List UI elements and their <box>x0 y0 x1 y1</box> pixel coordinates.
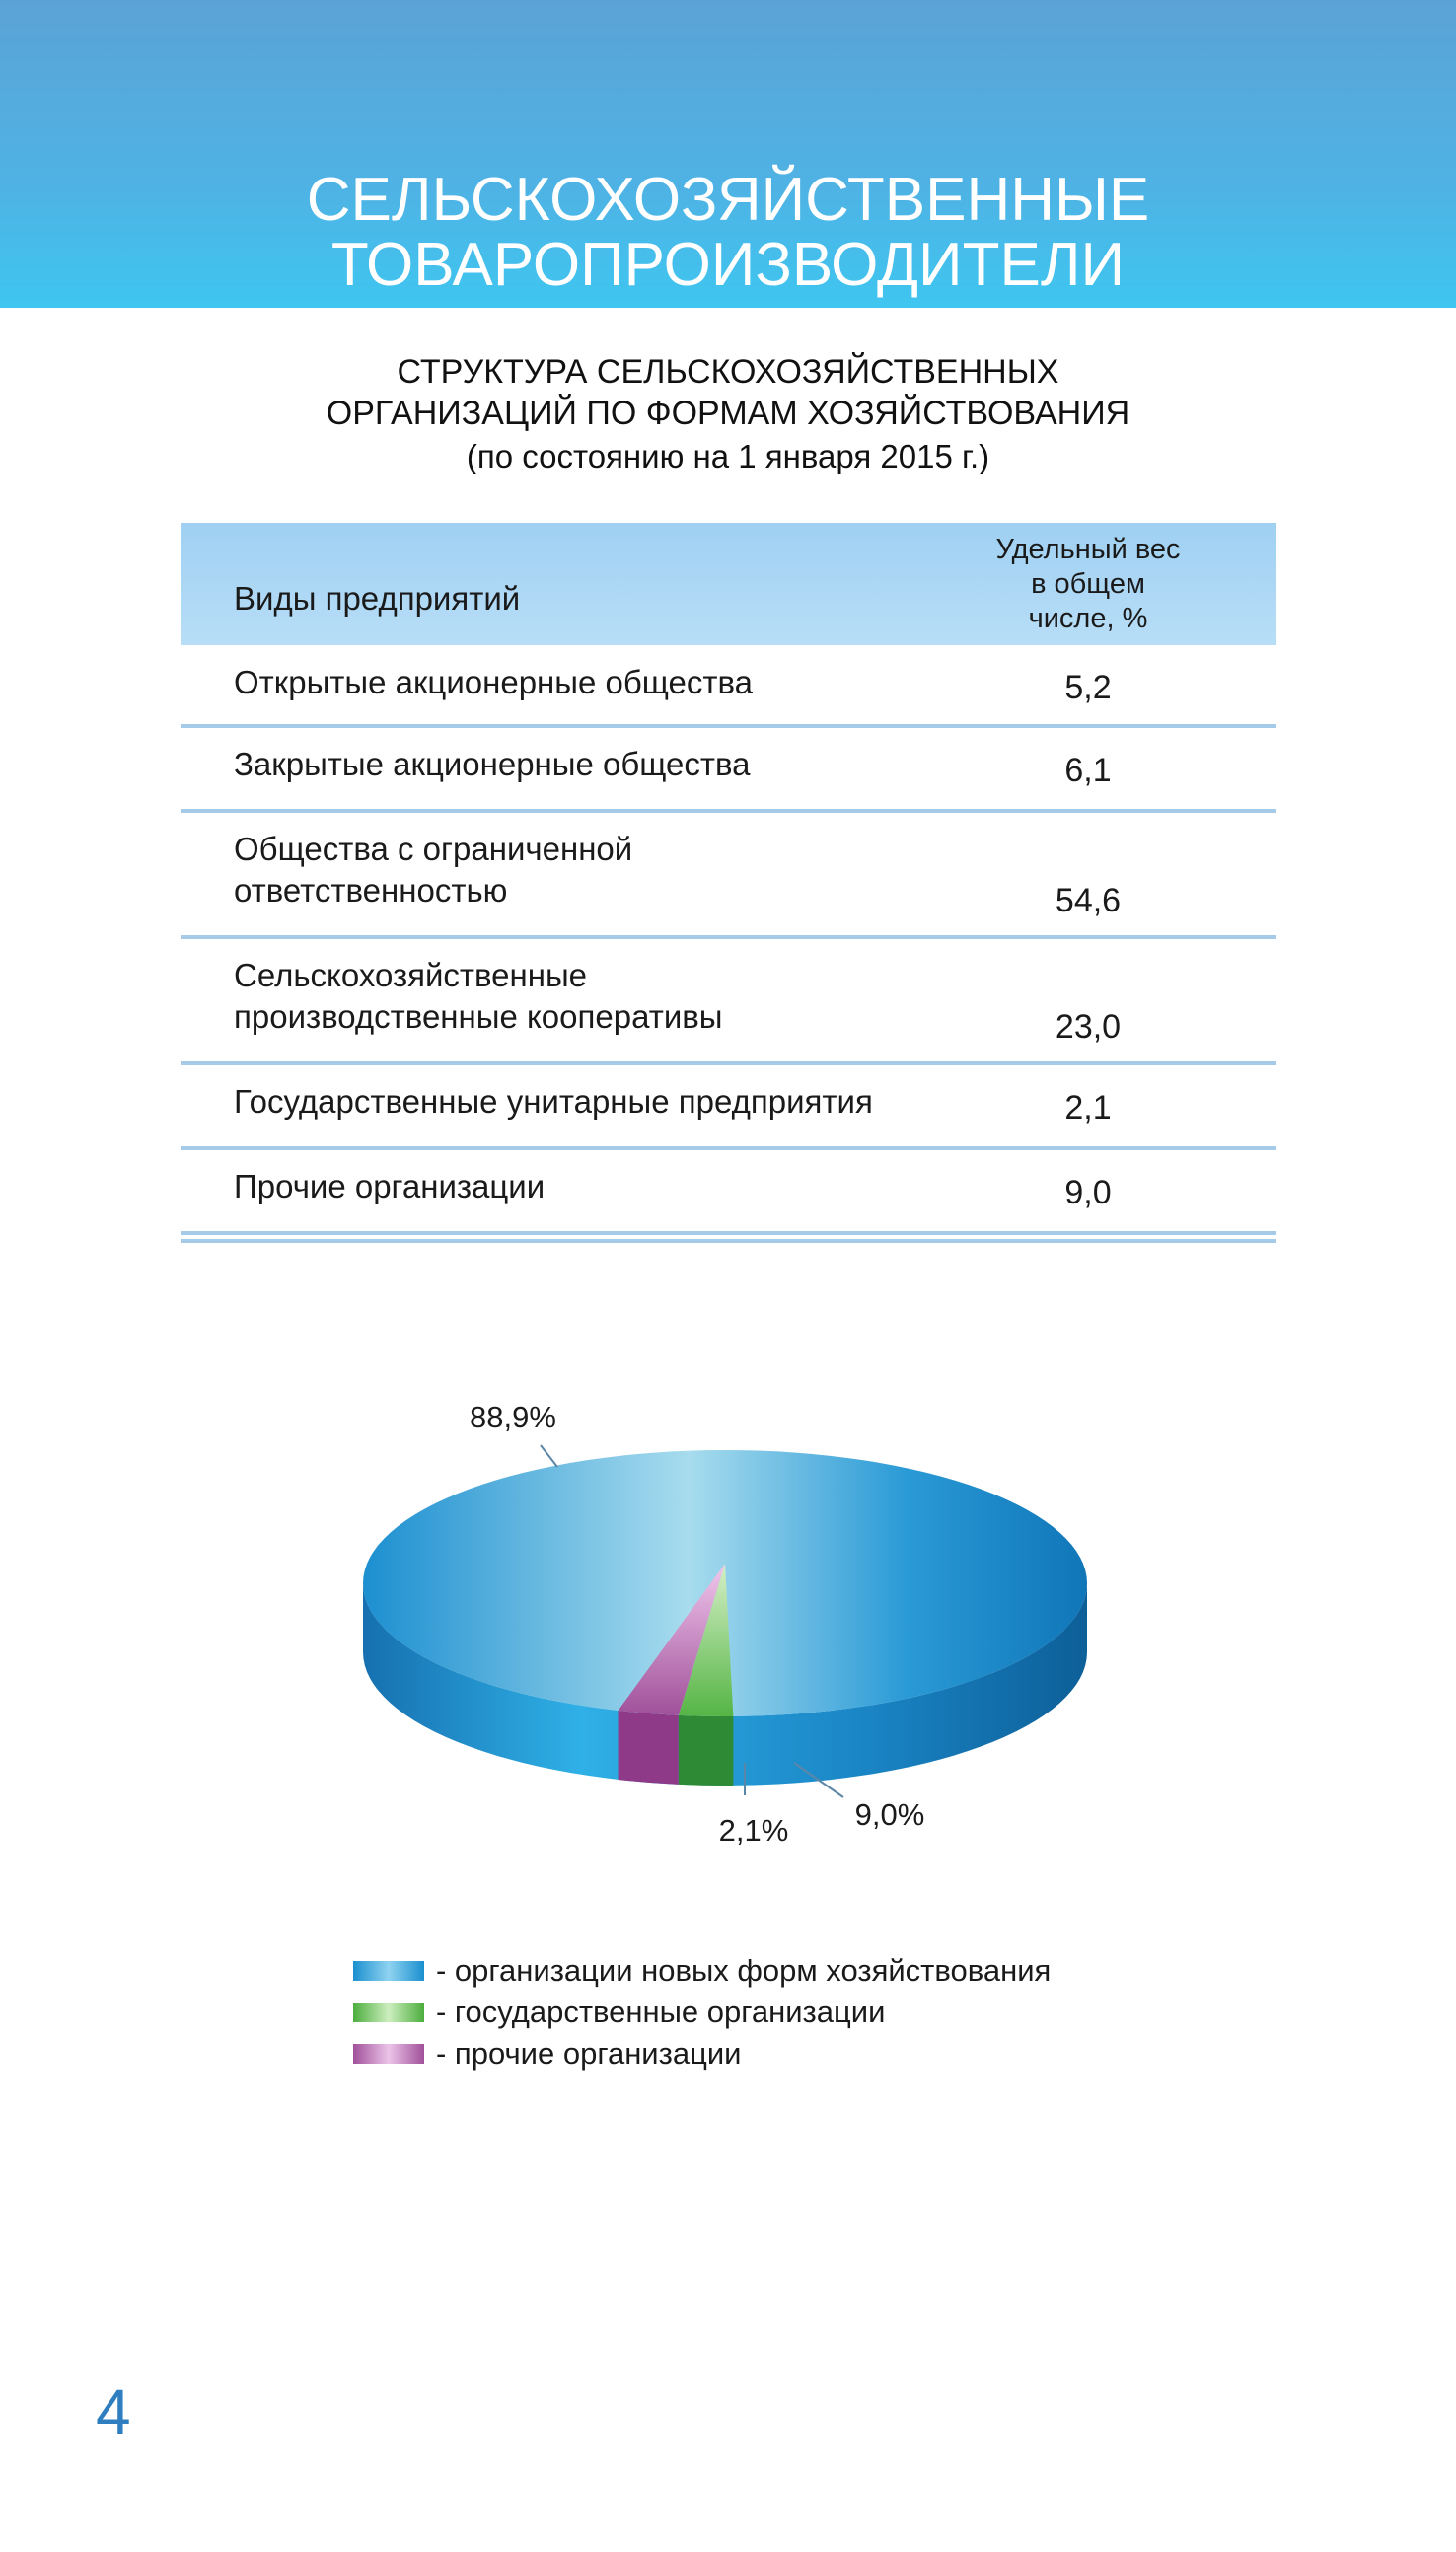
legend-label: - организации новых форм хозяйствования <box>436 1953 1052 1988</box>
row-name-line: производственные кооперативы <box>234 998 723 1035</box>
row-name-line: Прочие организации <box>234 1168 546 1204</box>
legend-label: - прочие организации <box>436 2036 742 2071</box>
section-title-line2: ОРГАНИЗАЦИЙ ПО ФОРМАМ ХОЗЯЙСТВОВАНИЯ <box>326 395 1130 432</box>
legend-swatch-purple <box>353 2044 424 2064</box>
header-share-line2: в общем <box>1031 568 1145 600</box>
row-name-line: Государственные унитарные предприятия <box>234 1083 873 1120</box>
row-name-line: Закрытые акционерные общества <box>234 746 751 782</box>
section-subtitle-date: (по состоянию на 1 января 2015 г.) <box>466 438 990 474</box>
header-share-line3: числе, % <box>1028 603 1148 634</box>
row-value: 6,1 <box>1064 752 1112 789</box>
row-name-line: Общества с ограниченной <box>234 831 633 867</box>
header-share-line1: Удельный вес <box>995 534 1181 565</box>
page-number: 4 <box>96 2376 131 2447</box>
legend-label: - государственные организации <box>436 1995 886 2029</box>
row-value: 54,6 <box>1055 882 1122 919</box>
header-title-line2: ТОВАРОПРОИЗВОДИТЕЛИ <box>330 231 1126 299</box>
legend-swatch-green <box>353 2003 424 2022</box>
row-name-line: ответственностью <box>234 872 508 909</box>
data-label-state: 2,1% <box>718 1813 789 1848</box>
data-label-other: 9,0% <box>854 1797 925 1832</box>
row-value: 2,1 <box>1064 1089 1112 1127</box>
row-name-line: Открытые акционерные общества <box>234 664 754 700</box>
data-label-new-forms: 88,9% <box>470 1400 556 1434</box>
pie-slice-side-state <box>679 1715 734 1786</box>
row-name-line: Сельскохозяйственные <box>234 957 588 993</box>
leader-line-new-forms <box>541 1445 557 1467</box>
section-title-line1: СТРУКТУРА СЕЛЬСКОХОЗЯЙСТВЕННЫХ <box>397 353 1059 391</box>
row-value: 9,0 <box>1064 1174 1112 1211</box>
pie-slice-side-other <box>619 1711 679 1785</box>
row-value: 23,0 <box>1055 1008 1122 1046</box>
header-kind: Виды предприятий <box>234 580 521 617</box>
header-title-line1: СЕЛЬСКОХОЗЯЙСТВЕННЫЕ <box>306 166 1150 234</box>
row-value: 5,2 <box>1064 669 1112 706</box>
legend-swatch-blue <box>353 1961 424 1981</box>
